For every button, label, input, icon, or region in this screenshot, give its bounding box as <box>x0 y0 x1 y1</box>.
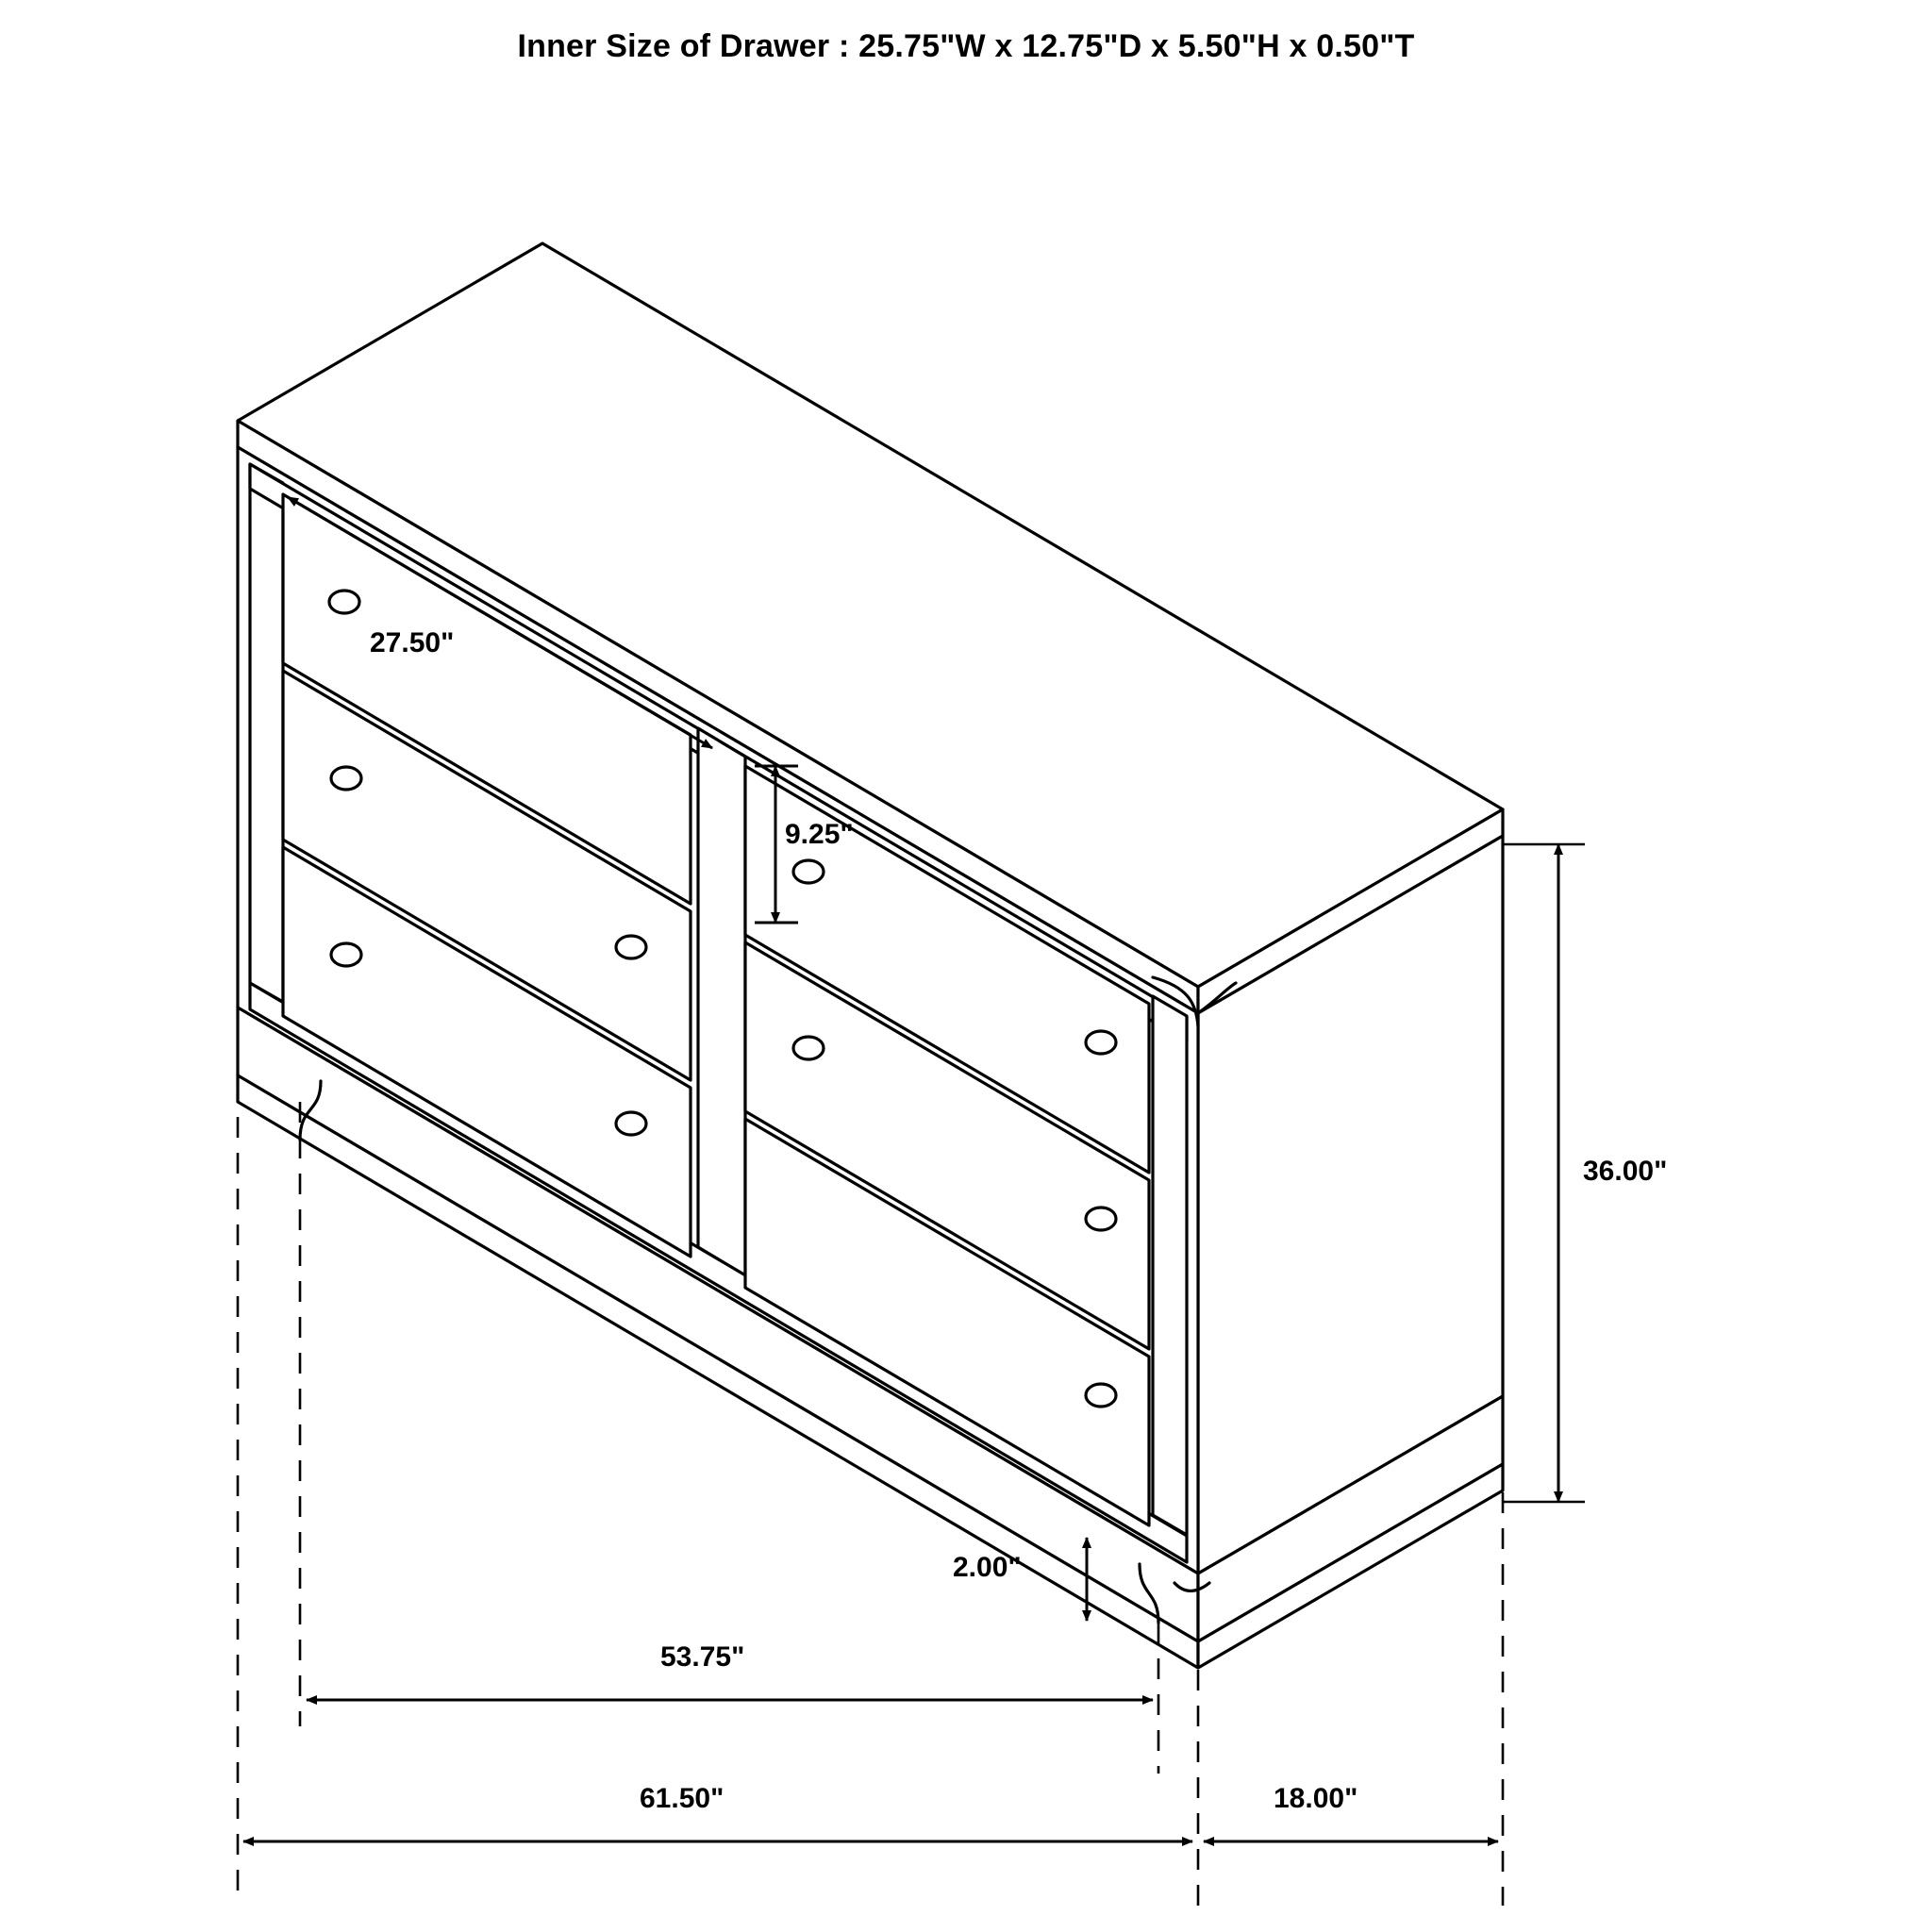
dresser-body <box>238 243 1503 1668</box>
dim-label-depth: 18.00" <box>1274 1783 1358 1814</box>
dim-label-face-width: 53.75" <box>660 1641 745 1673</box>
dim-label-overall-height: 36.00" <box>1583 1156 1668 1187</box>
center-stile <box>698 728 745 1275</box>
knob <box>793 860 824 883</box>
knob <box>1086 1208 1116 1230</box>
knob <box>329 591 359 613</box>
right-stile <box>1153 996 1187 1535</box>
knob <box>331 943 361 966</box>
knob <box>1086 1031 1116 1054</box>
knob <box>1086 1384 1116 1407</box>
left-stile <box>250 464 283 1002</box>
dim-label-toe-kick: 2.00" <box>953 1552 1022 1583</box>
dim-label-drawer-width: 27.50" <box>370 627 455 658</box>
dim-label-drawer-height: 9.25" <box>785 819 854 850</box>
knob <box>616 936 646 958</box>
knob <box>331 767 361 790</box>
page-title: Inner Size of Drawer : 25.75"W x 12.75"D x 5.50"H x 0.50"T <box>517 28 1415 64</box>
knob <box>793 1037 824 1059</box>
dim-label-overall-width: 61.50" <box>640 1783 724 1814</box>
knob <box>616 1112 646 1135</box>
